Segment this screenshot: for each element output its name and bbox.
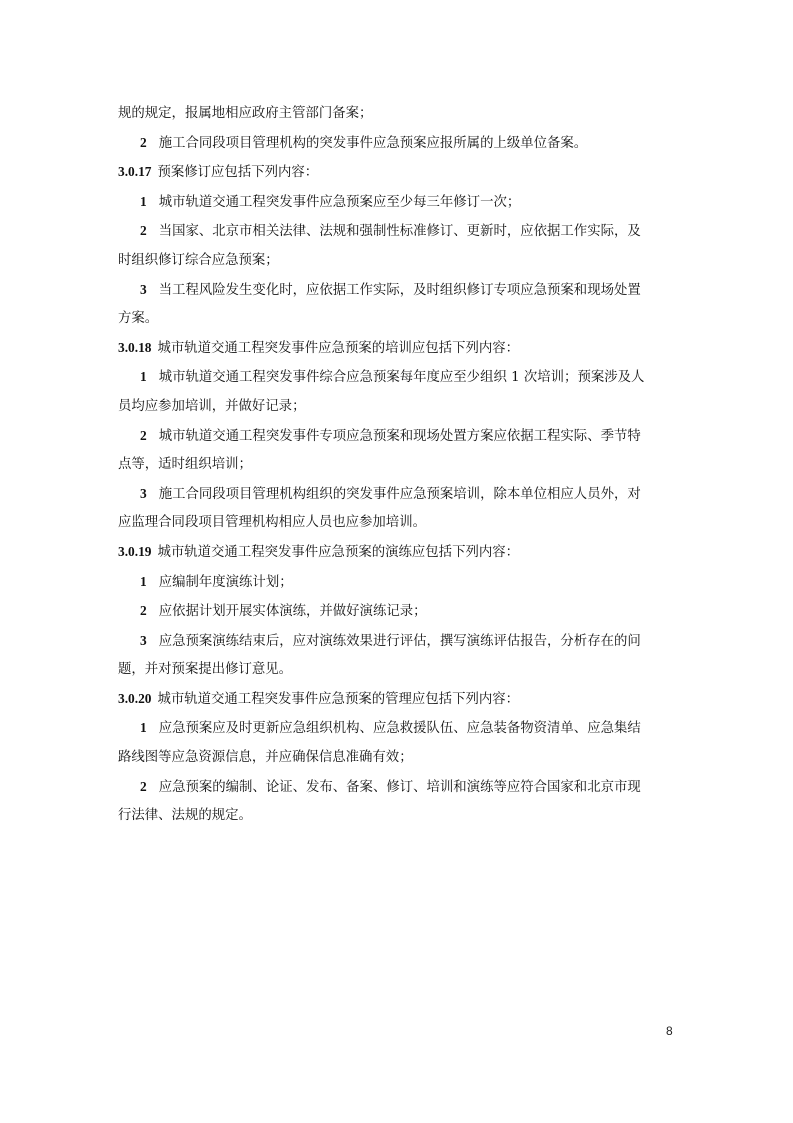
clause-heading: 3.0.18 城市轨道交通工程突发事件应急预案的培训应包括下列内容： xyxy=(118,339,520,356)
continuation-line: 题，并对预案提出修订意见。 xyxy=(118,662,293,678)
clause-number: 3.0.20 xyxy=(118,690,152,706)
clause-heading: 3.0.19 城市轨道交通工程突发事件应急预案的演练应包括下列内容： xyxy=(118,543,520,560)
list-item: 2 施工合同段项目管理机构的突发事件应急预案应报所属的上级单位备案。 xyxy=(118,129,678,159)
continuation-line: 点等，适时组织培训； xyxy=(118,457,252,473)
item-number: 2 xyxy=(140,427,147,443)
item-number: 1 xyxy=(140,193,147,209)
item-number: 2 xyxy=(140,134,147,150)
item-number: 1 xyxy=(140,573,147,589)
list-item: 1 城市轨道交通工程突发事件综合应急预案每年度应至少组织 1 次培训；预案涉及人 xyxy=(118,363,678,393)
continuation-line: 路线图等应急资源信息，并应确保信息准确有效； xyxy=(118,750,413,766)
page-number: 8 xyxy=(666,1024,673,1038)
continuation-line: 时组织修订综合应急预案； xyxy=(118,252,279,268)
list-item: 3 施工合同段项目管理机构组织的突发事件应急预案培训，除本单位相应人员外，对 xyxy=(118,480,678,510)
item-number: 3 xyxy=(140,632,147,648)
clause-number: 3.0.19 xyxy=(118,543,152,559)
item-number: 1 xyxy=(140,720,147,736)
item-number: 1 xyxy=(140,369,147,385)
clause-heading: 3.0.20 城市轨道交通工程突发事件应急预案的管理应包括下列内容： xyxy=(118,690,520,707)
list-item: 2 当国家、北京市相关法律、法规和强制性标准修订、更新时，应依据工作实际，及 xyxy=(118,217,678,247)
list-item: 3 应急预案演练结束后，应对演练效果进行评估，撰写演练评估报告，分析存在的问 xyxy=(118,627,678,657)
continuation-line: 规的规定，报属地相应政府主管部门备案； xyxy=(118,106,373,121)
list-item: 2 应依据计划开展实体演练，并做好演练记录； xyxy=(118,597,678,627)
list-item: 2 应急预案的编制、论证、发布、备案、修订、培训和演练等应符合国家和北京市现 xyxy=(118,773,678,803)
continuation-line: 应监理合同段项目管理机构相应人员也应参加培训。 xyxy=(118,515,426,531)
item-number: 2 xyxy=(140,603,147,619)
continuation-line: 方案。 xyxy=(118,311,159,327)
clause-heading: 3.0.17 预案修订应包括下列内容： xyxy=(118,164,319,181)
list-item: 3 当工程风险发生变化时，应依据工作实际，及时组织修订专项应急预案和现场处置 xyxy=(118,276,678,306)
list-item: 1 应急预案应及时更新应急组织机构、应急救援队伍、应急装备物资清单、应急集结 xyxy=(118,714,678,744)
continuation-line: 员均应参加培训，并做好记录； xyxy=(118,398,306,414)
clause-number: 3.0.17 xyxy=(118,164,152,180)
continuation-line: 行法律、法规的规定。 xyxy=(118,808,252,824)
item-number: 3 xyxy=(140,485,147,501)
item-number: 2 xyxy=(140,778,147,794)
item-number: 3 xyxy=(140,281,147,297)
body-text xyxy=(118,100,678,831)
clause-number: 3.0.18 xyxy=(118,339,152,355)
list-item: 1 城市轨道交通工程突发事件应急预案应至少每三年修订一次； xyxy=(118,188,678,218)
list-item: 1 应编制年度演练计划； xyxy=(118,568,678,598)
list-item: 2 城市轨道交通工程突发事件专项应急预案和现场处置方案应依据工程实际、季节特 xyxy=(118,422,678,452)
item-number: 2 xyxy=(140,223,147,239)
